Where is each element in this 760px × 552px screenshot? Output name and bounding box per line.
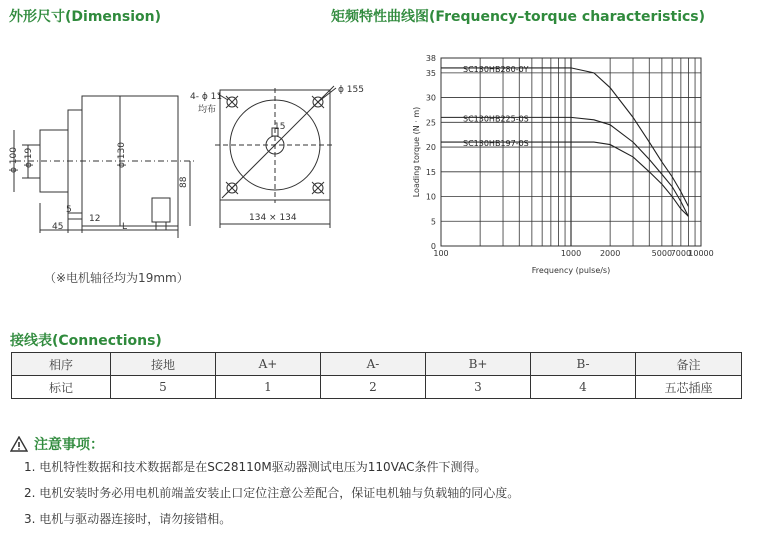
table-cell: 备注 — [636, 353, 742, 376]
label-phi100: ϕ 100 — [9, 147, 19, 173]
table-row — [12, 376, 742, 399]
shaft-note: （※电机轴径均为19mm） — [44, 271, 189, 285]
label-L: L — [122, 222, 128, 232]
y-tick-label: 15 — [425, 167, 436, 177]
label-88: 88 — [179, 176, 189, 188]
label-15: 15 — [274, 122, 286, 132]
y-tick-label: 20 — [425, 143, 436, 153]
table-cell: 4 — [531, 376, 636, 399]
y-tick-label: 0 — [430, 242, 436, 251]
y-axis-label: Loading torque (N · m) — [412, 106, 421, 198]
notice-list — [24, 458, 519, 536]
table-cell: B+ — [426, 353, 531, 376]
table-cell: 接地 — [111, 353, 216, 376]
x-tick-label: 2000 — [599, 249, 621, 258]
connections-title: 接线表(Connections) — [10, 333, 162, 349]
x-tick-label: 100 — [433, 249, 449, 258]
y-tick-label: 5 — [430, 217, 436, 227]
notice-heading — [10, 434, 104, 454]
table-cell: 5 — [111, 376, 216, 399]
table-cell: 标记 — [12, 376, 111, 399]
dimension-drawing — [0, 28, 380, 273]
table-cell: 2 — [321, 376, 426, 399]
x-tick-label: 10000 — [688, 249, 714, 258]
table-cell: 1 — [216, 376, 321, 399]
table-cell: 3 — [426, 376, 531, 399]
list-item: 1. 电机特性数据和技术数据都是在SC28110M驱动器测试电压为110VAC条件下测得。 — [24, 460, 487, 474]
table-cell: A+ — [216, 353, 321, 376]
label-evenly: 均布 — [198, 105, 217, 115]
series-label: SC130HB280-0Y — [463, 64, 529, 74]
table-cell: 五芯插座 — [636, 376, 742, 399]
y-tick-label: 10 — [425, 192, 436, 202]
label-holes: 4- ϕ 11 — [190, 92, 223, 102]
label-134: 134 × 134 — [249, 213, 297, 223]
series-label: SC130HB225-0S — [463, 114, 529, 124]
label-phi155: ϕ 155 — [338, 85, 364, 95]
label-45: 45 — [52, 222, 64, 232]
y-tick-label: 38 — [425, 54, 436, 63]
table-cell: A- — [321, 353, 426, 376]
x-tick-label: 7000 — [670, 249, 692, 258]
x-tick-label: 1000 — [560, 249, 582, 258]
dimension-title: 外形尺寸(Dimension) — [9, 9, 161, 25]
notice-title: 注意事项： — [34, 437, 104, 453]
label-5: 5 — [66, 205, 72, 215]
y-tick-label: 25 — [425, 118, 436, 128]
connector-block — [152, 198, 170, 222]
table-header-row — [12, 353, 742, 376]
label-12: 12 — [89, 214, 101, 224]
x-tick-label: 5000 — [651, 249, 673, 258]
table-cell: 相序 — [12, 353, 111, 376]
frequency-title: 矩频特性曲线图(Frequency–torque characteristics) — [331, 9, 706, 25]
label-phi19: ϕ 19 — [24, 147, 34, 168]
warning-icon — [10, 436, 28, 452]
x-axis-label: Frequency (pulse/s) — [531, 266, 611, 275]
list-item: 3. 电机与驱动器连接时，请勿接错相。 — [24, 512, 232, 526]
y-tick-label: 35 — [425, 68, 436, 78]
y-tick-label: 30 — [425, 93, 436, 103]
series-label: SC130HB197-0S — [463, 139, 529, 149]
torque-chart — [405, 52, 735, 282]
label-phi130: ϕ 130 — [117, 142, 127, 168]
connections-table — [11, 352, 742, 399]
table-cell: B- — [531, 353, 636, 376]
list-item: 2. 电机安装时务必用电机前端盖安装止口定位注意公差配合，保证电机轴与负载轴的同心度。 — [24, 486, 520, 500]
